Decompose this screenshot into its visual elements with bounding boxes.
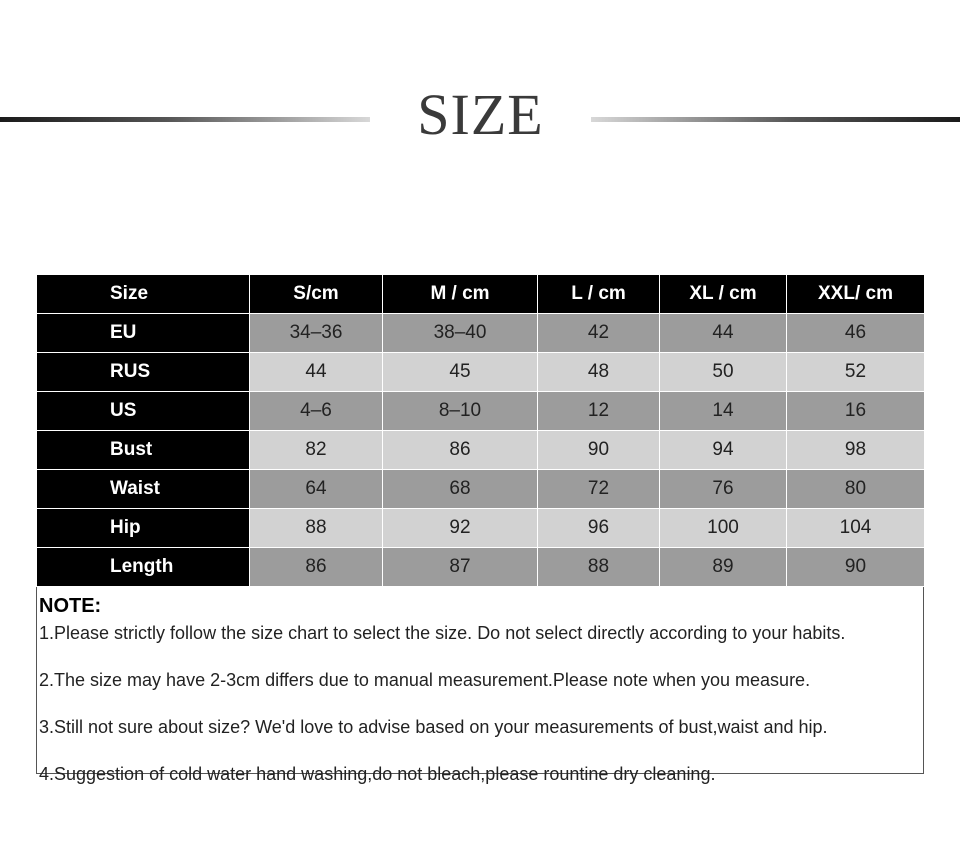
row-label: RUS	[37, 353, 250, 392]
size-table	[36, 274, 925, 587]
table-cell: 12	[538, 392, 660, 431]
table-cell: 87	[383, 548, 538, 587]
table-cell: 16	[787, 392, 925, 431]
table-cell: 72	[538, 470, 660, 509]
table-cell: 38–40	[383, 314, 538, 353]
table-cell: 96	[538, 509, 660, 548]
table-cell: 68	[383, 470, 538, 509]
table-row	[37, 353, 925, 392]
table-header-row	[37, 275, 925, 314]
row-label: EU	[37, 314, 250, 353]
table-cell: 98	[787, 431, 925, 470]
table-row	[37, 509, 925, 548]
table-cell: 4–6	[250, 392, 383, 431]
table-cell: 90	[538, 431, 660, 470]
table-cell: 45	[383, 353, 538, 392]
table-row	[37, 392, 925, 431]
size-chart-card	[36, 274, 924, 784]
table-cell: 92	[383, 509, 538, 548]
table-cell: 100	[660, 509, 787, 548]
left-divider-rule	[0, 117, 370, 122]
row-label: US	[37, 392, 250, 431]
table-cell: 80	[787, 470, 925, 509]
right-divider-rule	[591, 117, 960, 122]
row-label: Waist	[37, 470, 250, 509]
notes-title: NOTE:	[39, 595, 102, 617]
table-cell: 8–10	[383, 392, 538, 431]
table-cell: 86	[250, 548, 383, 587]
note-line: 3.Still not sure about size? We'd love to advise based on your measurements of bust,waist and hip.	[39, 717, 828, 737]
note-line: 1.Please strictly follow the size chart to select the size. Do not select directly according to your habits.	[39, 623, 846, 643]
table-row	[37, 314, 925, 353]
column-header: XL / cm	[660, 275, 787, 314]
table-cell: 94	[660, 431, 787, 470]
table-row	[37, 548, 925, 587]
table-cell: 82	[250, 431, 383, 470]
page-title: SIZE	[417, 82, 544, 147]
table-cell: 44	[250, 353, 383, 392]
page-header	[0, 60, 960, 180]
table-cell: 88	[250, 509, 383, 548]
row-label: Length	[37, 548, 250, 587]
table-cell: 50	[660, 353, 787, 392]
table-cell: 46	[787, 314, 925, 353]
note-line: 2.The size may have 2-3cm differs due to manual measurement.Please note when you measure.	[39, 670, 811, 690]
table-cell: 44	[660, 314, 787, 353]
table-cell: 90	[787, 548, 925, 587]
note-line: 4.Suggestion of cold water hand washing,do not bleach,please rountine dry cleaning.	[39, 764, 716, 784]
table-cell: 14	[660, 392, 787, 431]
table-cell: 64	[250, 470, 383, 509]
table-cell: 42	[538, 314, 660, 353]
table-cell: 86	[383, 431, 538, 470]
column-header: S/cm	[250, 275, 383, 314]
table-row	[37, 470, 925, 509]
table-cell: 89	[660, 548, 787, 587]
table-row	[37, 431, 925, 470]
table-cell: 88	[538, 548, 660, 587]
column-header: L / cm	[538, 275, 660, 314]
column-header: Size	[37, 275, 250, 314]
notes-section	[37, 587, 923, 810]
column-header: M / cm	[383, 275, 538, 314]
table-cell: 48	[538, 353, 660, 392]
table-cell: 52	[787, 353, 925, 392]
table-cell: 76	[660, 470, 787, 509]
column-header: XXL/ cm	[787, 275, 925, 314]
table-cell: 104	[787, 509, 925, 548]
table-cell: 34–36	[250, 314, 383, 353]
row-label: Bust	[37, 431, 250, 470]
row-label: Hip	[37, 509, 250, 548]
